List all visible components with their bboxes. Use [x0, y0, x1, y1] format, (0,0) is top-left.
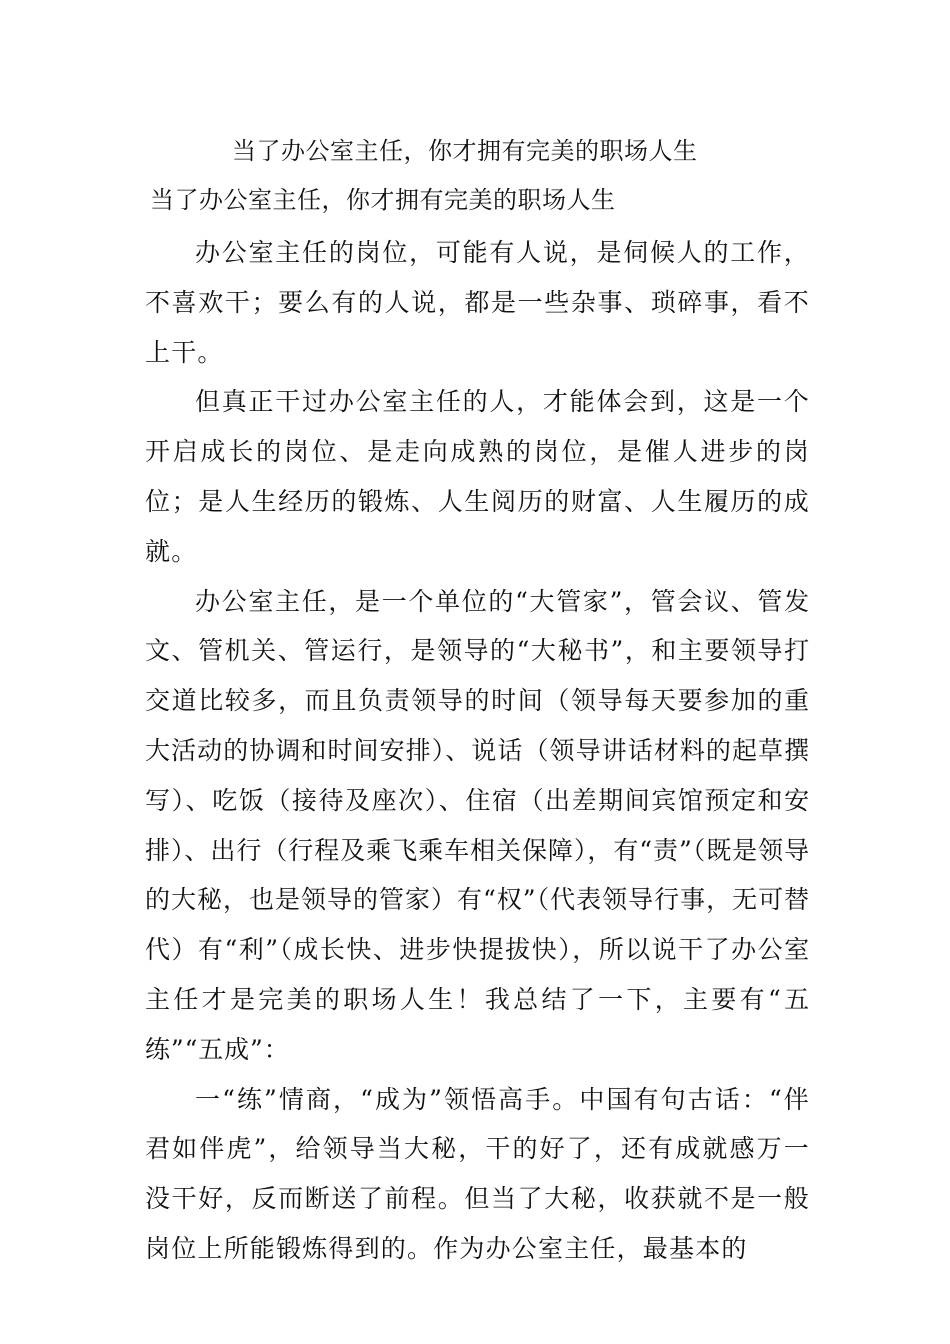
paragraph-1: 办公室主任的岗位，可能有人说，是伺候人的工作，不喜欢干；要么有的人说，都是一些杂事、琐碎事，看不上干。	[145, 238, 810, 367]
paragraph-4: 一“练”情商，“成为”领悟高手。中国有句古话：“伴君如伴虎”，给领导当大秘，干的好了，还有成就感万一没干好，反而断送了前程。但当了大秘，收获就不是一般岗位上所能锻炼得到的。作为办公室主任，最基本的	[145, 1084, 810, 1263]
paragraph-3: 办公室主任，是一个单位的“大管家”，管会议、管发文、管机关、管运行，是领导的“大秘书”，和主要领导打交道比较多，而且负责领导的时间（领导每天要参加的重大活动的协调和时间安排）、说话（领导讲话材料的起草撰写）、吃饭（接待及座次）、住宿（出差期间宾馆预定和安排）、出行（行程及乘飞乘车相关保障），有“责”（既是领导的大秘，也是领导的管家）有“权”（代表领导行事，无可替代）有“利”（成长快、进步快提拔快），所以说干了办公室主任才是完美的职场人生！我总结了一下，主要有“五练”“五成”：	[145, 586, 810, 1064]
document-subtitle: 当了办公室主任，你才拥有完美的职场人生	[150, 186, 616, 214]
document-body	[145, 228, 810, 1274]
paragraph-2: 但真正干过办公室主任的人，才能体会到，这是一个开启成长的岗位、是走向成熟的岗位，是催人进步的岗位；是人生经历的锻炼、人生阅历的财富、人生履历的成就。	[145, 387, 810, 566]
document-title: 当了办公室主任，你才拥有完美的职场人生	[232, 137, 698, 165]
